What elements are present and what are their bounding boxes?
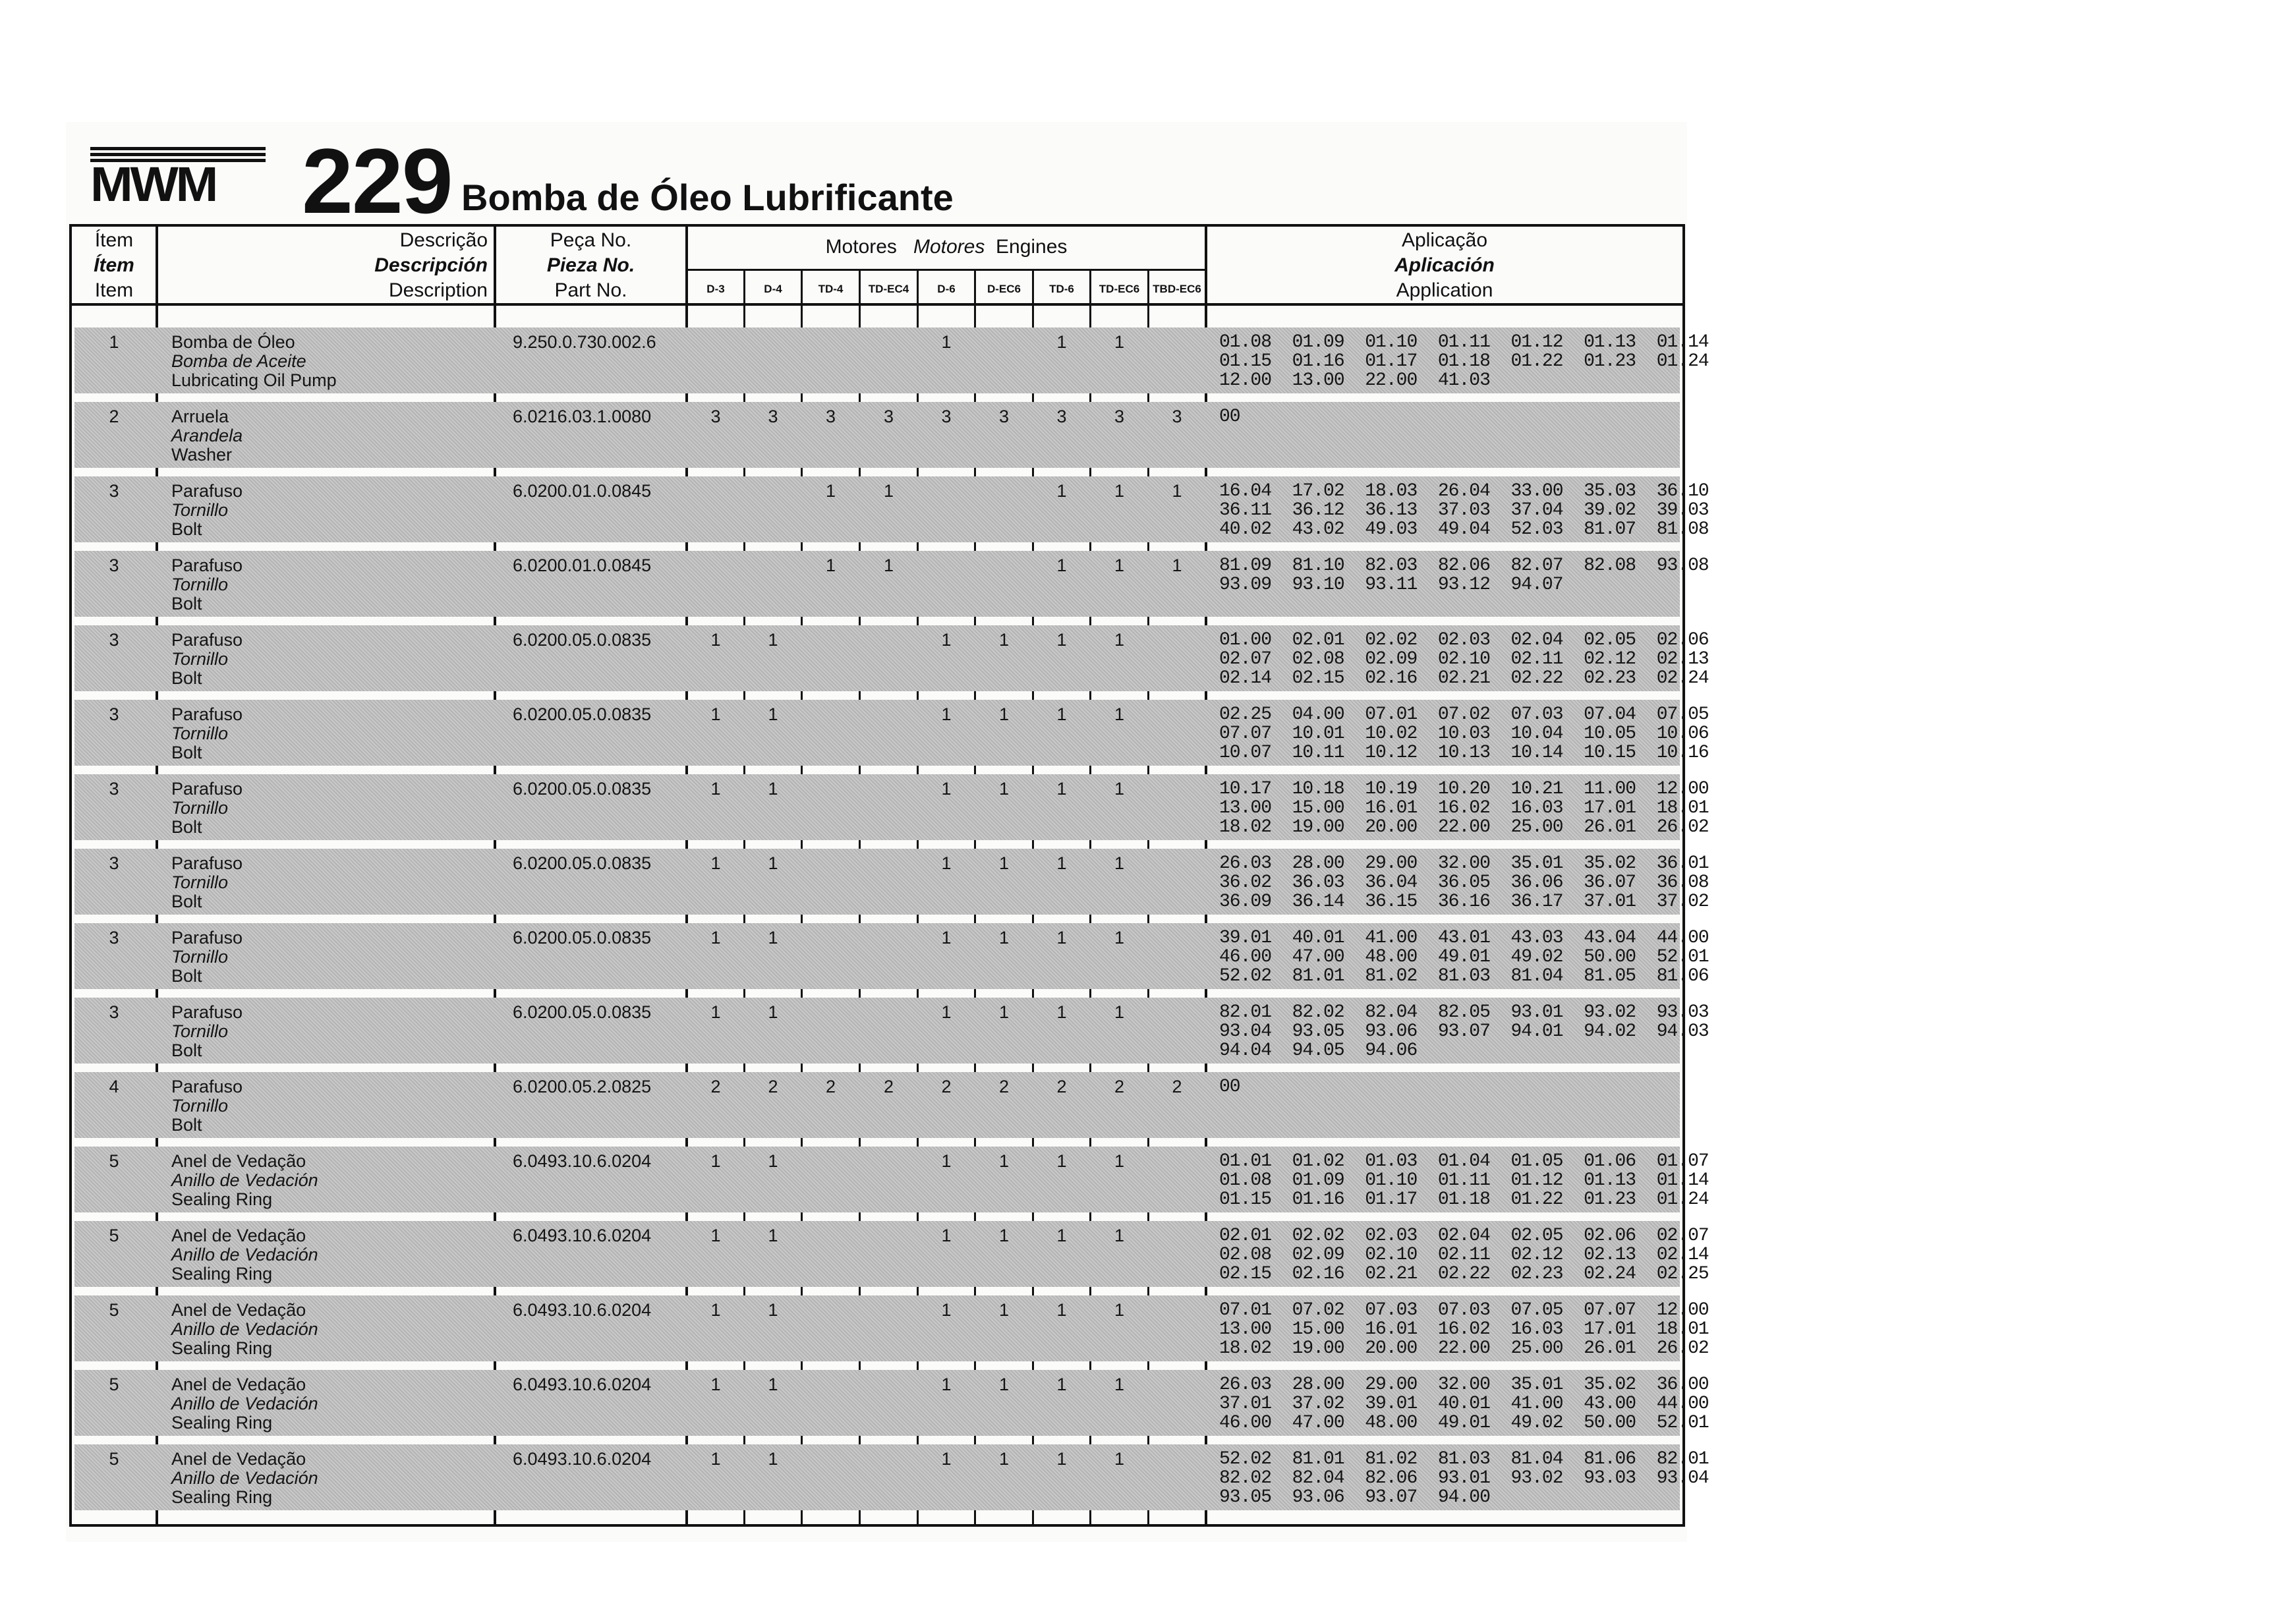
- item-number: 5: [109, 1375, 119, 1394]
- engine-qty: 1: [1056, 332, 1067, 352]
- engine-header: TD-4: [818, 283, 844, 295]
- col-header-description: Descrição Descripción Description: [374, 229, 488, 301]
- engine-qty: 3: [1114, 407, 1125, 426]
- table-row: [74, 625, 1709, 695]
- engine-qty: 2: [941, 1077, 952, 1096]
- table-row: [74, 1147, 1709, 1216]
- engine-qty: 1: [941, 853, 952, 873]
- item-number: 3: [109, 779, 119, 799]
- table-row: [74, 402, 1680, 471]
- application-codes: 81.09 81.10 82.03 82.06 82.07 82.08 93.08: [1219, 555, 1709, 576]
- part-number: 6.0200.05.0.0835: [513, 630, 652, 650]
- application-codes: 46.00 47.00 48.00 49.01 49.02 50.00 52.01: [1219, 1413, 1709, 1433]
- engine-qty: 1: [1114, 630, 1125, 650]
- logo-text: MWM: [90, 157, 216, 212]
- item-number: 5: [109, 1449, 119, 1469]
- logo-rule: [90, 153, 266, 156]
- part-number: 6.0200.05.0.0835: [513, 704, 652, 724]
- application-codes: 36.09 36.14 36.15 36.16 36.17 37.01 37.02: [1219, 892, 1709, 912]
- description-es: Anillo de Vedación: [171, 1319, 318, 1339]
- description-es: Tornillo: [171, 724, 229, 743]
- engine-qty: 1: [1056, 853, 1067, 873]
- description-es: Tornillo: [171, 500, 229, 520]
- description-en: Washer: [171, 445, 233, 465]
- table-row: [74, 1072, 1680, 1141]
- application-codes: 00: [1219, 407, 1240, 427]
- engine-qty: 1: [1056, 1375, 1067, 1394]
- application-codes: 10.17 10.18 10.19 10.20 10.21 11.00 12.00: [1219, 779, 1709, 799]
- application-codes: 12.00 13.00 22.00 41.03: [1219, 370, 1490, 391]
- header-rule: [69, 303, 1685, 306]
- engine-qty: 3: [941, 407, 952, 426]
- engine-qty: 1: [1056, 1300, 1067, 1320]
- table-row: [74, 700, 1709, 769]
- part-number: 6.0493.10.6.0204: [513, 1226, 652, 1245]
- engine-qty: 1: [1114, 332, 1125, 352]
- engine-qty: 1: [998, 704, 1010, 724]
- engine-qty: 1: [883, 481, 894, 501]
- part-number: 9.250.0.730.002.6: [513, 332, 656, 352]
- application-codes: 93.04 93.05 93.06 93.07 94.01 94.02 94.03: [1219, 1021, 1709, 1042]
- description-es: Tornillo: [171, 947, 229, 967]
- application-codes: 02.01 02.02 02.03 02.04 02.05 02.06 02.07: [1219, 1226, 1709, 1246]
- description-en: Bolt: [171, 668, 202, 688]
- description-pt: Parafuso: [171, 928, 243, 948]
- engine-qty: 1: [1056, 1226, 1067, 1245]
- engine-qty: 1: [998, 1300, 1010, 1320]
- engine-qty: 3: [710, 407, 721, 426]
- table-row: [74, 774, 1709, 843]
- description-pt: Parafuso: [171, 779, 243, 799]
- description-es: Anillo de Vedación: [171, 1394, 318, 1413]
- engine-qty: 1: [1056, 704, 1067, 724]
- description-en: Sealing Ring: [171, 1189, 273, 1209]
- application-codes: 10.07 10.11 10.12 10.13 10.14 10.15 10.16: [1219, 743, 1709, 763]
- application-codes: 18.02 19.00 20.00 22.00 25.00 26.01 26.02: [1219, 1338, 1709, 1359]
- engine-qty: 1: [710, 1300, 721, 1320]
- engine-qty: 1: [825, 481, 836, 501]
- engine-qty: 1: [1056, 1151, 1067, 1171]
- engine-qty: 3: [825, 407, 836, 426]
- engine-qty: 1: [710, 1151, 721, 1171]
- application-codes: 39.01 40.01 41.00 43.01 43.03 43.04 44.00: [1219, 928, 1709, 948]
- engine-qty: 1: [998, 779, 1010, 799]
- engine-qty: 1: [710, 1375, 721, 1394]
- engine-qty: 1: [1114, 1151, 1125, 1171]
- engine-qty: 1: [1114, 1226, 1125, 1245]
- part-number: 6.0200.01.0.0845: [513, 481, 652, 501]
- table-row: [74, 849, 1709, 918]
- application-codes: 16.04 17.02 18.03 26.04 33.00 35.03 36.10: [1219, 481, 1709, 501]
- application-codes: 07.07 10.01 10.02 10.03 10.04 10.05 10.06: [1219, 724, 1709, 744]
- description-pt: Anel de Vedação: [171, 1300, 306, 1320]
- engine-qty: 1: [998, 1151, 1010, 1171]
- application-codes: 02.14 02.15 02.16 02.21 02.22 02.23 02.24: [1219, 668, 1709, 689]
- application-codes: 93.05 93.06 93.07 94.00: [1219, 1487, 1490, 1508]
- engine-qty: 1: [710, 779, 721, 799]
- engine-qty: 2: [710, 1077, 721, 1096]
- part-number: 6.0200.05.0.0835: [513, 1002, 652, 1022]
- engine-header: TD-EC4: [868, 283, 909, 295]
- part-number: 6.0200.01.0.0845: [513, 555, 652, 575]
- engine-qty: 1: [1114, 1375, 1125, 1394]
- table-row: [74, 476, 1709, 546]
- item-number: 3: [109, 481, 119, 501]
- application-codes: 01.08 01.09 01.10 01.11 01.12 01.13 01.14: [1219, 332, 1709, 353]
- description-pt: Parafuso: [171, 704, 243, 724]
- mwm-logo: [90, 147, 266, 212]
- col-header-item: Ítem Ítem Item: [94, 229, 134, 301]
- item-number: 5: [109, 1300, 119, 1320]
- engine-qty: 1: [1114, 481, 1125, 501]
- item-number: 1: [109, 332, 119, 352]
- description-en: Bolt: [171, 1040, 202, 1060]
- engine-qty: 1: [1056, 630, 1067, 650]
- table-row: [74, 1370, 1709, 1439]
- application-codes: 00: [1219, 1077, 1240, 1097]
- engine-header: TD-6: [1049, 283, 1074, 295]
- engine-qty: 1: [941, 1226, 952, 1245]
- engine-qty: 1: [998, 1375, 1010, 1394]
- description-pt: Anel de Vedação: [171, 1375, 306, 1394]
- engine-qty: 1: [768, 1151, 778, 1171]
- engine-qty: 1: [941, 332, 952, 352]
- description-en: Bolt: [171, 743, 202, 762]
- engine-qty: 1: [998, 1002, 1010, 1022]
- application-codes: 52.02 81.01 81.02 81.03 81.04 81.06 82.01: [1219, 1449, 1709, 1469]
- engine-qty: 1: [998, 630, 1010, 650]
- description-pt: Anel de Vedação: [171, 1449, 306, 1469]
- table-row: [74, 1295, 1709, 1365]
- description-en: Bolt: [171, 519, 202, 539]
- description-pt: Parafuso: [171, 853, 243, 873]
- engine-qty: 1: [941, 1300, 952, 1320]
- engine-qty: 1: [768, 1226, 778, 1245]
- table-row: [74, 1444, 1709, 1514]
- engine-qty: 1: [1114, 928, 1125, 948]
- item-number: 3: [109, 630, 119, 650]
- engine-qty: 2: [825, 1077, 836, 1096]
- description-pt: Bomba de Óleo: [171, 332, 295, 352]
- description-en: Bolt: [171, 594, 202, 613]
- description-en: Bolt: [171, 966, 202, 986]
- part-number: 6.0493.10.6.0204: [513, 1375, 652, 1394]
- col-header-application: Aplicação Aplicación Application: [1394, 229, 1495, 301]
- application-codes: 02.08 02.09 02.10 02.11 02.12 02.13 02.14: [1219, 1245, 1709, 1265]
- description-en: Lubricating Oil Pump: [171, 370, 337, 390]
- application-codes: 94.04 94.05 94.06: [1219, 1040, 1418, 1061]
- engine-header: D-3: [706, 283, 725, 295]
- description-es: Tornillo: [171, 1096, 229, 1116]
- engine-header: TD-EC6: [1099, 283, 1140, 295]
- engine-qty: 1: [768, 1002, 778, 1022]
- application-codes: 01.00 02.01 02.02 02.03 02.04 02.05 02.06: [1219, 630, 1709, 650]
- engine-qty: 1: [1114, 704, 1125, 724]
- col-header-engines: Motores Motores Engines: [825, 236, 1068, 258]
- engine-qty: 3: [998, 407, 1010, 426]
- description-es: Tornillo: [171, 1021, 229, 1041]
- engine-header: D-4: [764, 283, 782, 295]
- application-codes: 07.01 07.02 07.03 07.03 07.05 07.07 12.00: [1219, 1300, 1709, 1321]
- engine-qty: 1: [768, 1449, 778, 1469]
- description-es: Arandela: [171, 426, 243, 445]
- description-en: Sealing Ring: [171, 1413, 273, 1433]
- part-number: 6.0200.05.0.0835: [513, 928, 652, 948]
- engine-qty: 1: [1056, 555, 1067, 575]
- description-en: Bolt: [171, 1115, 202, 1135]
- engine-qty: 2: [883, 1077, 894, 1096]
- application-codes: 02.15 02.16 02.21 02.22 02.23 02.24 02.25: [1219, 1264, 1709, 1284]
- engine-qty: 1: [768, 928, 778, 948]
- engine-qty: 1: [768, 779, 778, 799]
- description-en: Sealing Ring: [171, 1487, 273, 1507]
- engine-qty: 1: [768, 1375, 778, 1394]
- application-codes: 01.01 01.02 01.03 01.04 01.05 01.06 01.07: [1219, 1151, 1709, 1172]
- application-codes: 52.02 81.01 81.02 81.03 81.04 81.05 81.06: [1219, 966, 1709, 986]
- part-number: 6.0200.05.0.0835: [513, 853, 652, 873]
- description-es: Anillo de Vedación: [171, 1245, 318, 1264]
- engine-qty: 1: [710, 704, 721, 724]
- part-number: 6.0493.10.6.0204: [513, 1449, 652, 1469]
- engine-qty: 1: [710, 1449, 721, 1469]
- description-pt: Parafuso: [171, 555, 243, 575]
- application-codes: 82.01 82.02 82.04 82.05 93.01 93.02 93.03: [1219, 1002, 1709, 1023]
- description-pt: Parafuso: [171, 1077, 243, 1096]
- table-row: [74, 998, 1709, 1067]
- description-pt: Parafuso: [171, 1002, 243, 1022]
- engine-qty: 1: [941, 1375, 952, 1394]
- application-codes: 26.03 28.00 29.00 32.00 35.01 35.02 36.00: [1219, 1375, 1709, 1395]
- item-number: 3: [109, 704, 119, 724]
- application-codes: 93.09 93.10 93.11 93.12 94.07: [1219, 575, 1563, 595]
- engine-qty: 1: [1056, 1002, 1067, 1022]
- application-codes: 18.02 19.00 20.00 22.00 25.00 26.01 26.02: [1219, 817, 1709, 838]
- engine-qty: 1: [710, 630, 721, 650]
- description-en: Sealing Ring: [171, 1338, 273, 1358]
- item-number: 3: [109, 1002, 119, 1022]
- engine-qty: 1: [825, 555, 836, 575]
- engine-qty: 1: [768, 1300, 778, 1320]
- description-es: Anillo de Vedación: [171, 1468, 318, 1488]
- part-number: 6.0493.10.6.0204: [513, 1151, 652, 1171]
- application-codes: 02.07 02.08 02.09 02.10 02.11 02.12 02.13: [1219, 649, 1709, 669]
- engine-qty: 1: [710, 1002, 721, 1022]
- engine-header: TBD-EC6: [1153, 283, 1201, 295]
- engine-qty: 1: [998, 928, 1010, 948]
- table-row: [74, 551, 1709, 620]
- engine-qty: 3: [768, 407, 778, 426]
- description-pt: Parafuso: [171, 630, 243, 650]
- engine-qty: 1: [710, 853, 721, 873]
- application-codes: 82.02 82.04 82.06 93.01 93.02 93.03 93.04: [1219, 1468, 1709, 1489]
- application-codes: 37.01 37.02 39.01 40.01 41.00 43.00 44.00: [1219, 1394, 1709, 1414]
- engine-qty: 1: [1056, 1449, 1067, 1469]
- engine-qty: 1: [1114, 1300, 1125, 1320]
- description-es: Tornillo: [171, 872, 229, 892]
- logo-rule: [90, 147, 266, 150]
- engine-qty: 2: [768, 1077, 778, 1096]
- engine-qty: 1: [1114, 555, 1125, 575]
- description-pt: Arruela: [171, 407, 229, 426]
- engine-qty: 1: [1056, 481, 1067, 501]
- engine-qty: 1: [1172, 481, 1182, 501]
- item-number: 3: [109, 928, 119, 948]
- engine-qty: 1: [998, 853, 1010, 873]
- item-number: 3: [109, 853, 119, 873]
- engine-qty: 1: [768, 853, 778, 873]
- item-number: 4: [109, 1077, 119, 1096]
- application-codes: 01.08 01.09 01.10 01.11 01.12 01.13 01.14: [1219, 1170, 1709, 1191]
- page-title: Bomba de Óleo Lubrificante: [461, 177, 954, 218]
- engine-qty: 1: [1056, 779, 1067, 799]
- engine-qty: 1: [1172, 555, 1182, 575]
- engine-qty: 1: [1056, 928, 1067, 948]
- description-es: Tornillo: [171, 649, 229, 669]
- description-pt: Anel de Vedação: [171, 1151, 306, 1171]
- part-number: 6.0200.05.2.0825: [513, 1077, 652, 1096]
- engine-qty: 1: [768, 704, 778, 724]
- part-number: 6.0200.05.0.0835: [513, 779, 652, 799]
- application-codes: 01.15 01.16 01.17 01.18 01.22 01.23 01.24: [1219, 351, 1709, 372]
- part-number: 6.0493.10.6.0204: [513, 1300, 652, 1320]
- header-rule: [685, 269, 1205, 271]
- description-en: Bolt: [171, 892, 202, 911]
- description-es: Tornillo: [171, 575, 229, 594]
- engine-qty: 1: [941, 928, 952, 948]
- engine-header: D-EC6: [987, 283, 1021, 295]
- engine-qty: 1: [998, 1226, 1010, 1245]
- engine-qty: 2: [1056, 1077, 1067, 1096]
- item-number: 5: [109, 1226, 119, 1245]
- engine-qty: 2: [1172, 1077, 1182, 1096]
- description-en: Bolt: [171, 817, 202, 837]
- application-codes: 36.11 36.12 36.13 37.03 37.04 39.02 39.03: [1219, 500, 1709, 521]
- engine-qty: 1: [1114, 1002, 1125, 1022]
- engine-qty: 3: [883, 407, 894, 426]
- engine-qty: 1: [1114, 853, 1125, 873]
- application-codes: 36.02 36.03 36.04 36.05 36.06 36.07 36.08: [1219, 872, 1709, 893]
- item-number: 5: [109, 1151, 119, 1171]
- engine-qty: 1: [1114, 1449, 1125, 1469]
- engine-qty: 2: [998, 1077, 1010, 1096]
- description-pt: Parafuso: [171, 481, 243, 501]
- description-es: Bomba de Aceite: [171, 351, 306, 371]
- application-codes: 46.00 47.00 48.00 49.01 49.02 50.00 52.01: [1219, 947, 1709, 967]
- engine-qty: 1: [941, 704, 952, 724]
- application-codes: 02.25 04.00 07.01 07.02 07.03 07.04 07.05: [1219, 704, 1709, 725]
- engine-qty: 3: [1172, 407, 1182, 426]
- application-codes: 26.03 28.00 29.00 32.00 35.01 35.02 36.01: [1219, 853, 1709, 874]
- engine-qty: 1: [941, 630, 952, 650]
- page-number: 229: [302, 129, 452, 233]
- engine-qty: 1: [1114, 779, 1125, 799]
- part-number: 6.0216.03.1.0080: [513, 407, 652, 426]
- application-codes: 01.15 01.16 01.17 01.18 01.22 01.23 01.24: [1219, 1189, 1709, 1210]
- engine-qty: 2: [1114, 1077, 1125, 1096]
- engine-qty: 1: [710, 1226, 721, 1245]
- description-es: Anillo de Vedación: [171, 1170, 318, 1190]
- item-number: 3: [109, 555, 119, 575]
- item-number: 2: [109, 407, 119, 426]
- engine-qty: 1: [710, 928, 721, 948]
- table-row: [74, 923, 1709, 992]
- description-pt: Anel de Vedação: [171, 1226, 306, 1245]
- engine-qty: 3: [1056, 407, 1067, 426]
- description-es: Tornillo: [171, 798, 229, 818]
- description-en: Sealing Ring: [171, 1264, 273, 1284]
- application-codes: 13.00 15.00 16.01 16.02 16.03 17.01 18.01: [1219, 798, 1709, 818]
- table-row: [74, 1221, 1709, 1290]
- engine-qty: 1: [941, 1151, 952, 1171]
- application-codes: 13.00 15.00 16.01 16.02 16.03 17.01 18.01: [1219, 1319, 1709, 1340]
- engine-qty: 1: [941, 779, 952, 799]
- engine-qty: 1: [941, 1002, 952, 1022]
- engine-qty: 1: [768, 630, 778, 650]
- engine-qty: 1: [998, 1449, 1010, 1469]
- engine-qty: 1: [883, 555, 894, 575]
- table-row: [74, 327, 1709, 397]
- application-codes: 40.02 43.02 49.03 49.04 52.03 81.07 81.08: [1219, 519, 1709, 540]
- col-header-part: Peça No. Pieza No. Part No.: [546, 229, 635, 301]
- engine-header: D-6: [937, 283, 956, 295]
- engine-qty: 1: [941, 1449, 952, 1469]
